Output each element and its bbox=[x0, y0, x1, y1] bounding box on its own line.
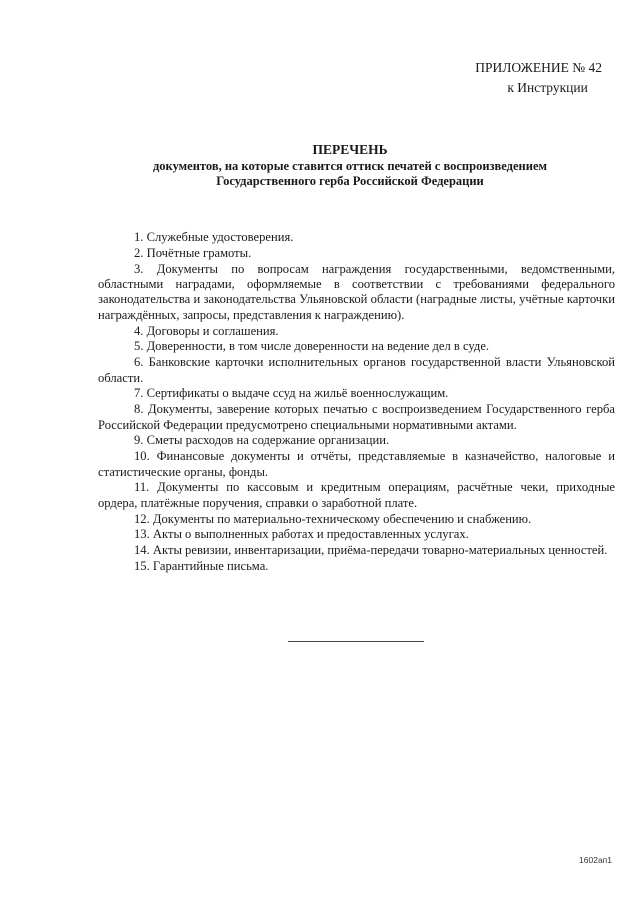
list-item-13: 13. Акты о выполненных работах и предоставленных услугах. bbox=[134, 527, 469, 542]
document-subtitle-line-2: Государственного герба Российской Федерации bbox=[216, 174, 484, 188]
appendix-reference: к Инструкции bbox=[507, 80, 588, 95]
list-item-1: 1. Служебные удостоверения. bbox=[134, 230, 294, 244]
appendix-number: ПРИЛОЖЕНИЕ № 42 bbox=[475, 60, 602, 75]
closing-divider bbox=[288, 641, 424, 642]
list-item-5: 5. Доверенности, в том числе доверенности на ведение дел в суде. bbox=[134, 339, 490, 354]
document-title: ПЕРЕЧЕНЬ bbox=[312, 142, 388, 157]
list-item-7: 7. Сертификаты о выдаче ссуд на жильё военнослужащим. bbox=[134, 386, 449, 401]
list-item-4: 4. Договоры и соглашения. bbox=[134, 323, 279, 338]
list-item-11: 11. Документы по кассовым и кредитным операциям, расчётные чеки, приходные ордера, платёжные поручения, справки о заработной плате. bbox=[98, 480, 615, 510]
list-item-15: 15. Гарантийные письма. bbox=[134, 559, 269, 573]
document-list bbox=[98, 230, 615, 575]
document-code: 1602ап1 bbox=[579, 855, 612, 865]
list-item-9: 9. Сметы расходов на содержание организации. bbox=[134, 433, 390, 448]
document-heading bbox=[100, 142, 600, 189]
list-item-14: 14. Акты ревизии, инвентаризации, приёма-передачи товарно-материальных ценностей. bbox=[134, 543, 608, 558]
list-item-2: 2. Почётные грамоты. bbox=[134, 245, 252, 260]
list-item-6: 6. Банковские карточки исполнительных органов государственной власти Ульяновской области. bbox=[98, 355, 615, 385]
list-item-12: 12. Документы по материально-техническому обеспечению и снабжению. bbox=[134, 511, 532, 526]
appendix-header bbox=[475, 58, 602, 98]
list-item-10: 10. Финансовые документы и отчёты, представляемые в казначейство, налоговые и статистические органы, фонды. bbox=[98, 449, 615, 479]
document-subtitle-line-1: документов, на которые ставится оттиск печатей с воспроизведением bbox=[152, 159, 548, 173]
list-item-3: 3. Документы по вопросам награждения государственными, ведомственными, областными наградами, оформляемые в соответствии с требованиями федерального законодательства и законодательства Ульяновской области (наградные листы, учётные карточки награждённых, запросы, представления к награждению). bbox=[98, 261, 615, 322]
list-item-8: 8. Документы, заверение которых печатью с воспроизведением Государственного герба Российской Федерации предусмотрено специальными нормативными актами. bbox=[98, 402, 615, 432]
